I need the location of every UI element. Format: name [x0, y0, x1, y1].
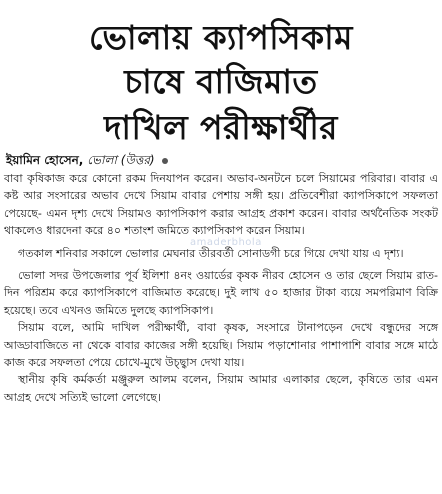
- article-paragraph-5: স্থানীয় কৃষি কর্মকর্তা মঞ্জুরুল আলম বলেন, সিয়াম আমার এলাকার ছেলে, কৃষিতে তার এমন আগ্রহ দেখে সত্যিই ভালো লেগেছে।: [4, 373, 438, 404]
- article-paragraph-3: ভোলা সদর উপজেলার পূর্ব ইলিশা ৪নং ওয়ার্ডের কৃষক নীরব হোসেন ও তার ছেলে সিয়াম রাত-দিন পরিশ্রম করে ক্যাপসিকাপে বাজিমাত করেছে। দুই লাখ ৫০ হাজার টাকা ব্যয়ে সমপরিমাণ বিক্রি হয়েছে। তবে এখনও জমিতে দুলছে ক্যাপসিকাপ।: [4, 269, 438, 317]
- article-paragraph-1: বাবা কৃষিকাজ করে কোনো রকম দিনযাপন করেন। অভাব-অনটনে চলে সিয়ামের পরিবার। বাবার এ কষ্ট আর সংসারের অভাব দেখে সিয়াম বাবার পেশায় সঙ্গী হয়। প্রতিবেশীরা ক্যাপসিকাপে সফলতা পেয়েছে- এমন দৃশ্য দেখে সিয়ামও ক্যাপসিকাপ করার আগ্রহ প্রকাশ করেন। বাবার অর্থনৈতিক সংকট থাকলেও ধারদেনা করে ৪০ শতাংশ জমিতে ক্যাপসিকাপ করেন সিয়াম।: [4, 172, 438, 238]
- bullet-dot-icon: [162, 158, 168, 164]
- byline: [6, 152, 168, 168]
- headline-line-2: চাষে বাজিমাত: [124, 62, 318, 101]
- byline-author: ইয়ামিন হোসেন,: [6, 153, 84, 167]
- headline-line-1: ভোলায় ক্যাপসিকাম: [89, 18, 353, 57]
- article-paragraph-2: গতকাল শনিবার সকালে ভোলার মেঘনার তীরবর্তী সোনাডগী চরে গিয়ে দেখা যায় এ দৃশ্য।: [18, 246, 404, 260]
- byline-place: ভোলা (উত্তর): [87, 153, 155, 167]
- article-paragraph-4: সিয়াম বলে, আমি দাখিল পরীক্ষার্থী, বাবা কৃষক, সংসারে টানাপড়েন দেখে বন্ধুদের সঙ্গে আড্ডাবাজিতে না থেকে বাবার কাজের সঙ্গী হয়েছি। সিয়াম পড়াশোনার পাশাপাশি বাবার সঙ্গে মাঠে কাজ করে সফলতা পেয়ে চোখে-মুখে উচ্ছ্বাস দেখা যায়।: [4, 321, 438, 370]
- article-body: [4, 170, 438, 406]
- headline-line-3: দাখিল পরীক্ষার্থীর: [104, 108, 338, 147]
- watermark-text: amaderbhola: [190, 237, 262, 248]
